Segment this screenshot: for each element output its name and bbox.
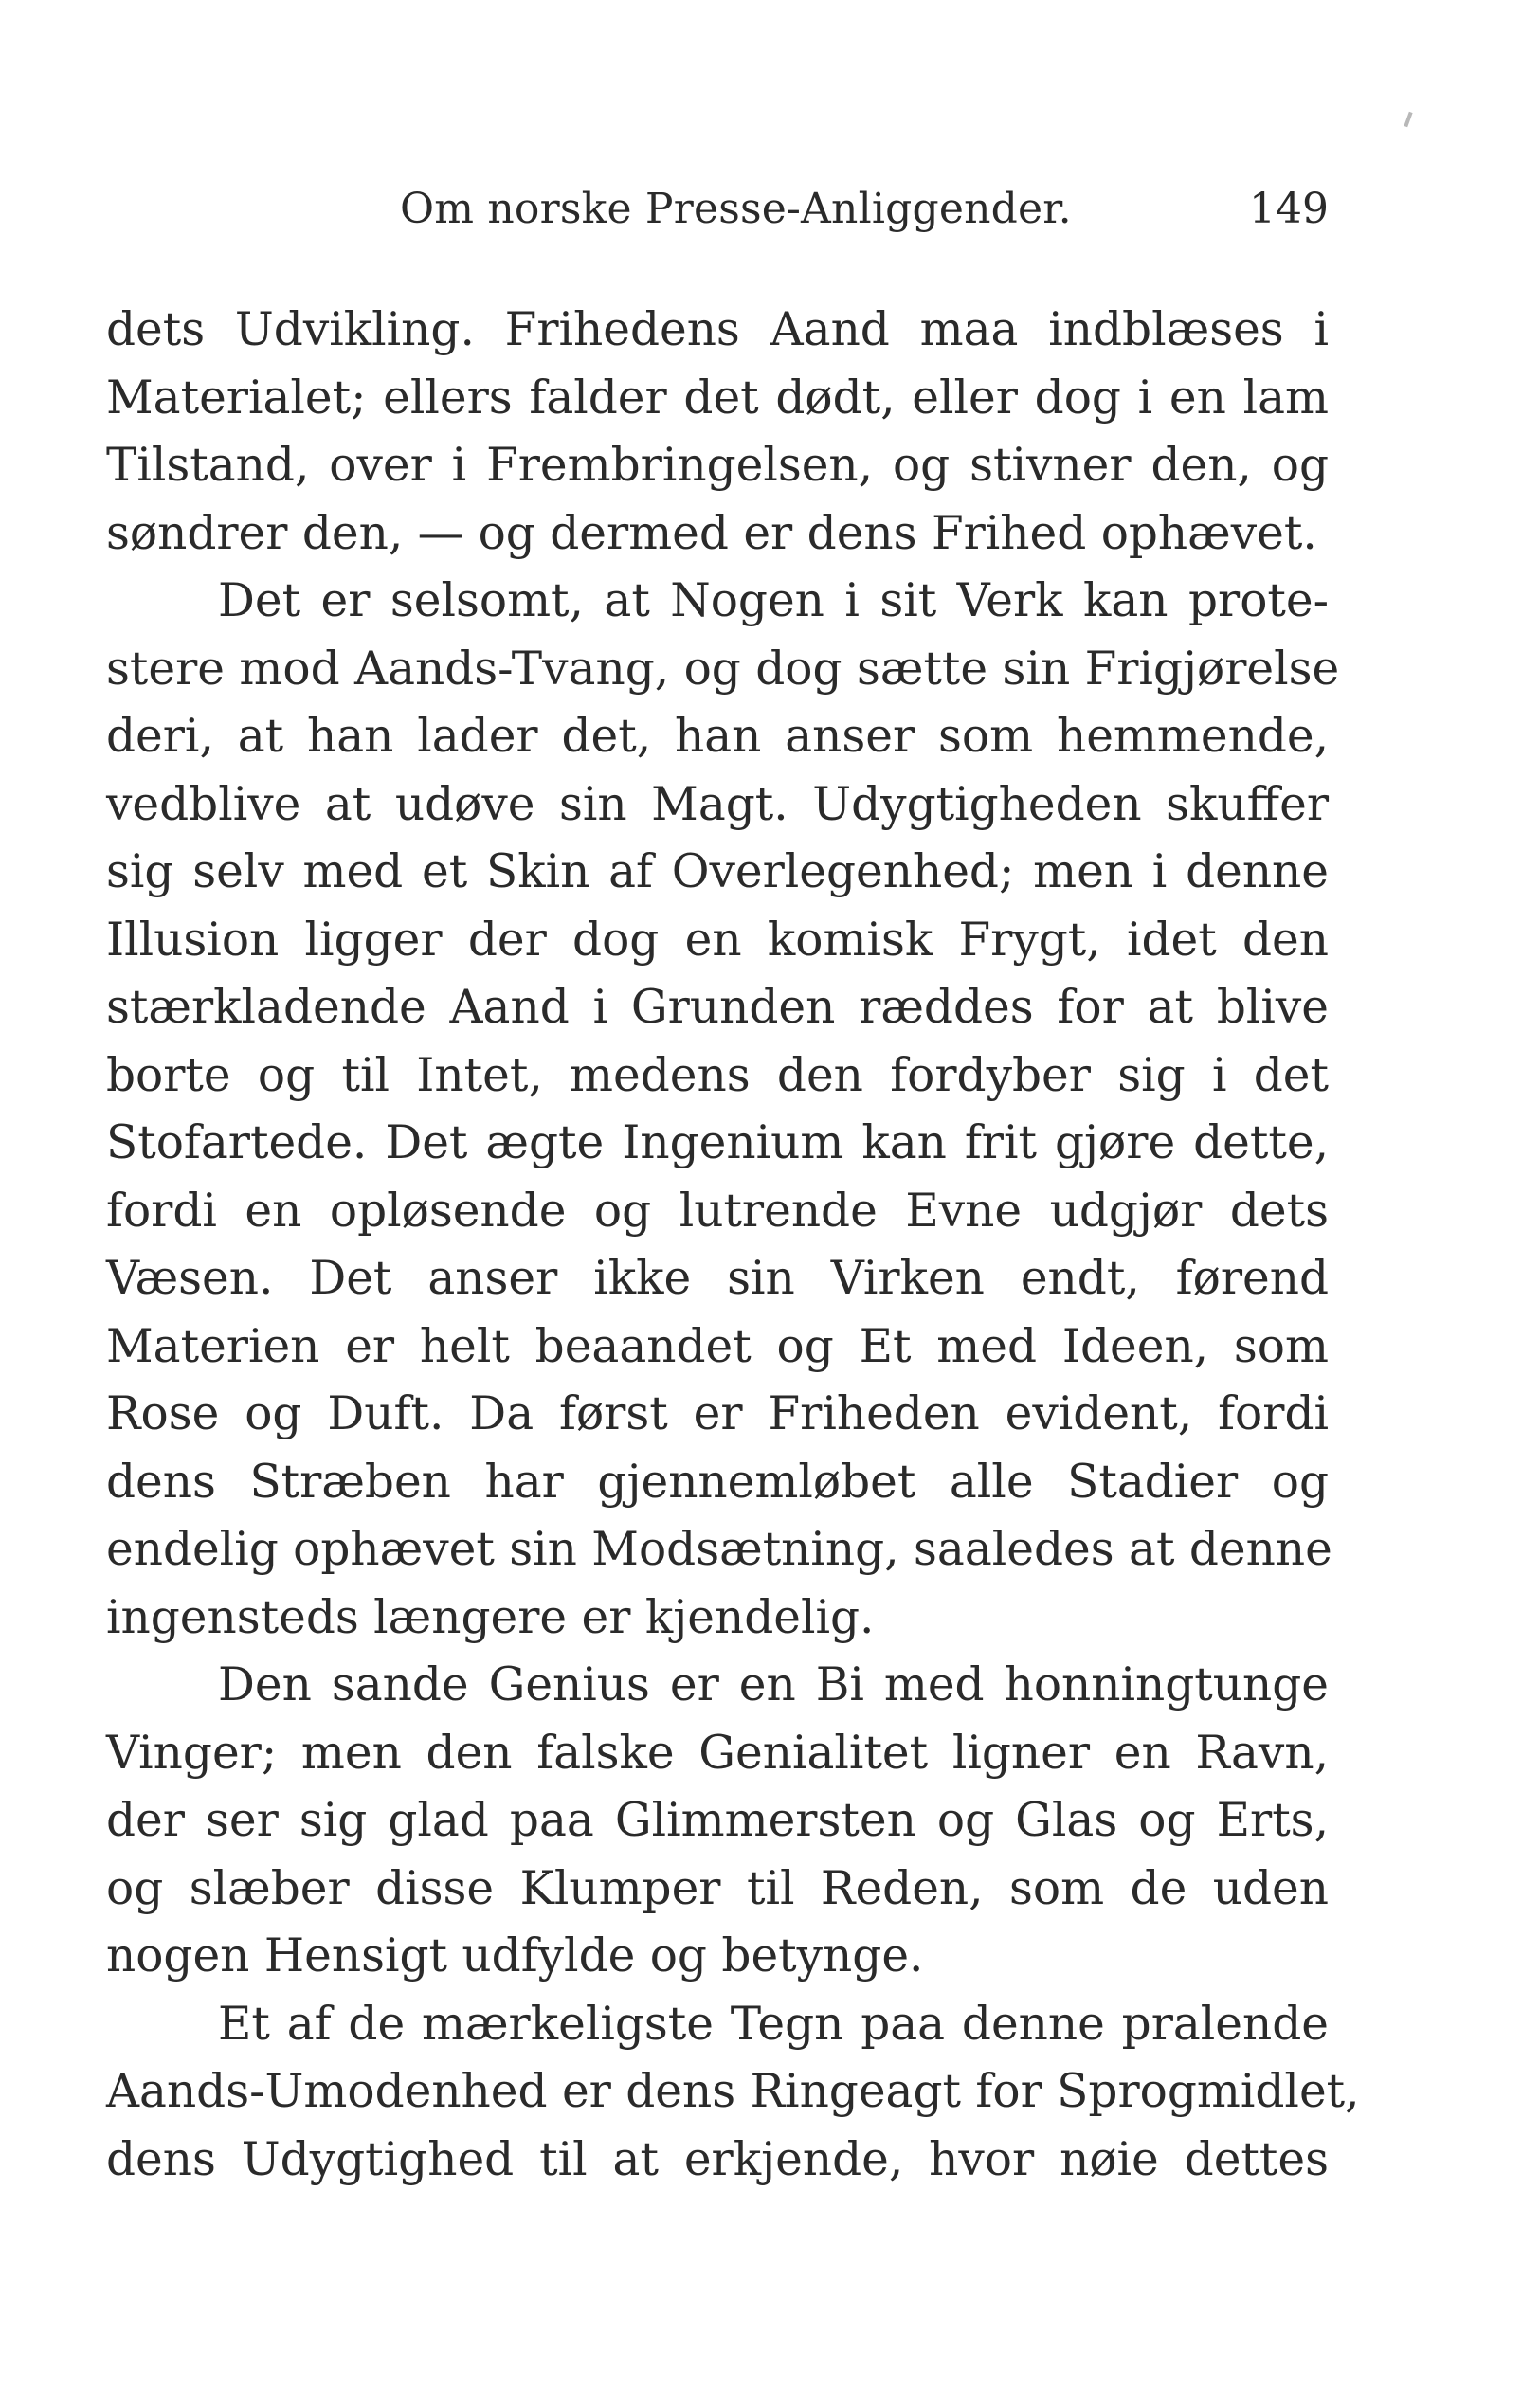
text-line: vedblive at udøve sin Magt. Udygtigheden skuffer: [106, 777, 1329, 831]
text-line: Det er selsomt, at Nogen i sit Verk kan prote-: [218, 574, 1329, 627]
corner-mark: [1404, 112, 1412, 127]
text-line: Stofartede. Det ægte Ingenium kan frit gjøre dette,: [106, 1116, 1329, 1169]
text-line: nogen Hensigt udfylde og betynge.: [106, 1929, 924, 1983]
text-line: dens Stræben har gjennemløbet alle Stadier og: [106, 1455, 1329, 1509]
text-line: ingensteds længere er kjendelig.: [106, 1590, 875, 1644]
text-line: sig selv med et Skin af Overlegenhed; men i denne: [106, 845, 1329, 898]
text-line: Rose og Duft. Da først er Friheden evident, fordi: [106, 1387, 1329, 1440]
text-line: Et af de mærkeligste Tegn paa denne pralende: [218, 1997, 1329, 2051]
text-line: Vinger; men den falske Genialitet ligner en Ravn,: [106, 1726, 1329, 1780]
text-line: søndrer den, — og dermed er dens Frihed ophævet.: [106, 506, 1317, 560]
text-line: stere mod Aands-Tvang, og dog sætte sin Frigjørelse: [106, 642, 1340, 696]
text-line: Illusion ligger der dog en komisk Frygt, idet den: [106, 913, 1329, 967]
text-line: Aands-Umodenhed er dens Ringeagt for Sprogmidlet,: [106, 2065, 1360, 2118]
text-line: endelig ophævet sin Modsætning, saaledes at denne: [106, 1523, 1332, 1576]
text-line: fordi en opløsende og lutrende Evne udgjør dets: [106, 1184, 1329, 1238]
text-line: borte og til Intet, medens den fordyber sig i det: [106, 1048, 1329, 1102]
text-line: Materien er helt beaandet og Et med Ideen, som: [106, 1319, 1329, 1373]
text-line: Den sande Genius er en Bi med honningtunge: [218, 1658, 1329, 1711]
running-title: Om norske Presse-Anliggender.: [400, 185, 1072, 233]
running-head: [106, 176, 1329, 243]
text-line: Væsen. Det anser ikke sin Virken endt, førend: [106, 1252, 1329, 1305]
text-line: og slæber disse Klumper til Reden, som de uden: [106, 1861, 1329, 1915]
text-line: der ser sig glad paa Glimmersten og Glas og Erts,: [106, 1794, 1329, 1847]
text-line: Materialet; ellers falder det dødt, eller dog i en lam: [106, 371, 1329, 425]
text-line: deri, at han lader det, han anser som hemmende,: [106, 710, 1329, 763]
page-number: 149: [1249, 185, 1329, 233]
text-line: Tilstand, over i Frembringelsen, og stivner den, og: [106, 439, 1329, 492]
body-text: [106, 297, 1360, 2194]
text-line: dens Udygtighed til at erkjende, hvor nøie dettes: [106, 2132, 1329, 2186]
text-line: stærkladende Aand i Grunden ræddes for at blive: [106, 981, 1329, 1034]
text-line: dets Udvikling. Frihedens Aand maa indblæses i: [106, 303, 1329, 356]
